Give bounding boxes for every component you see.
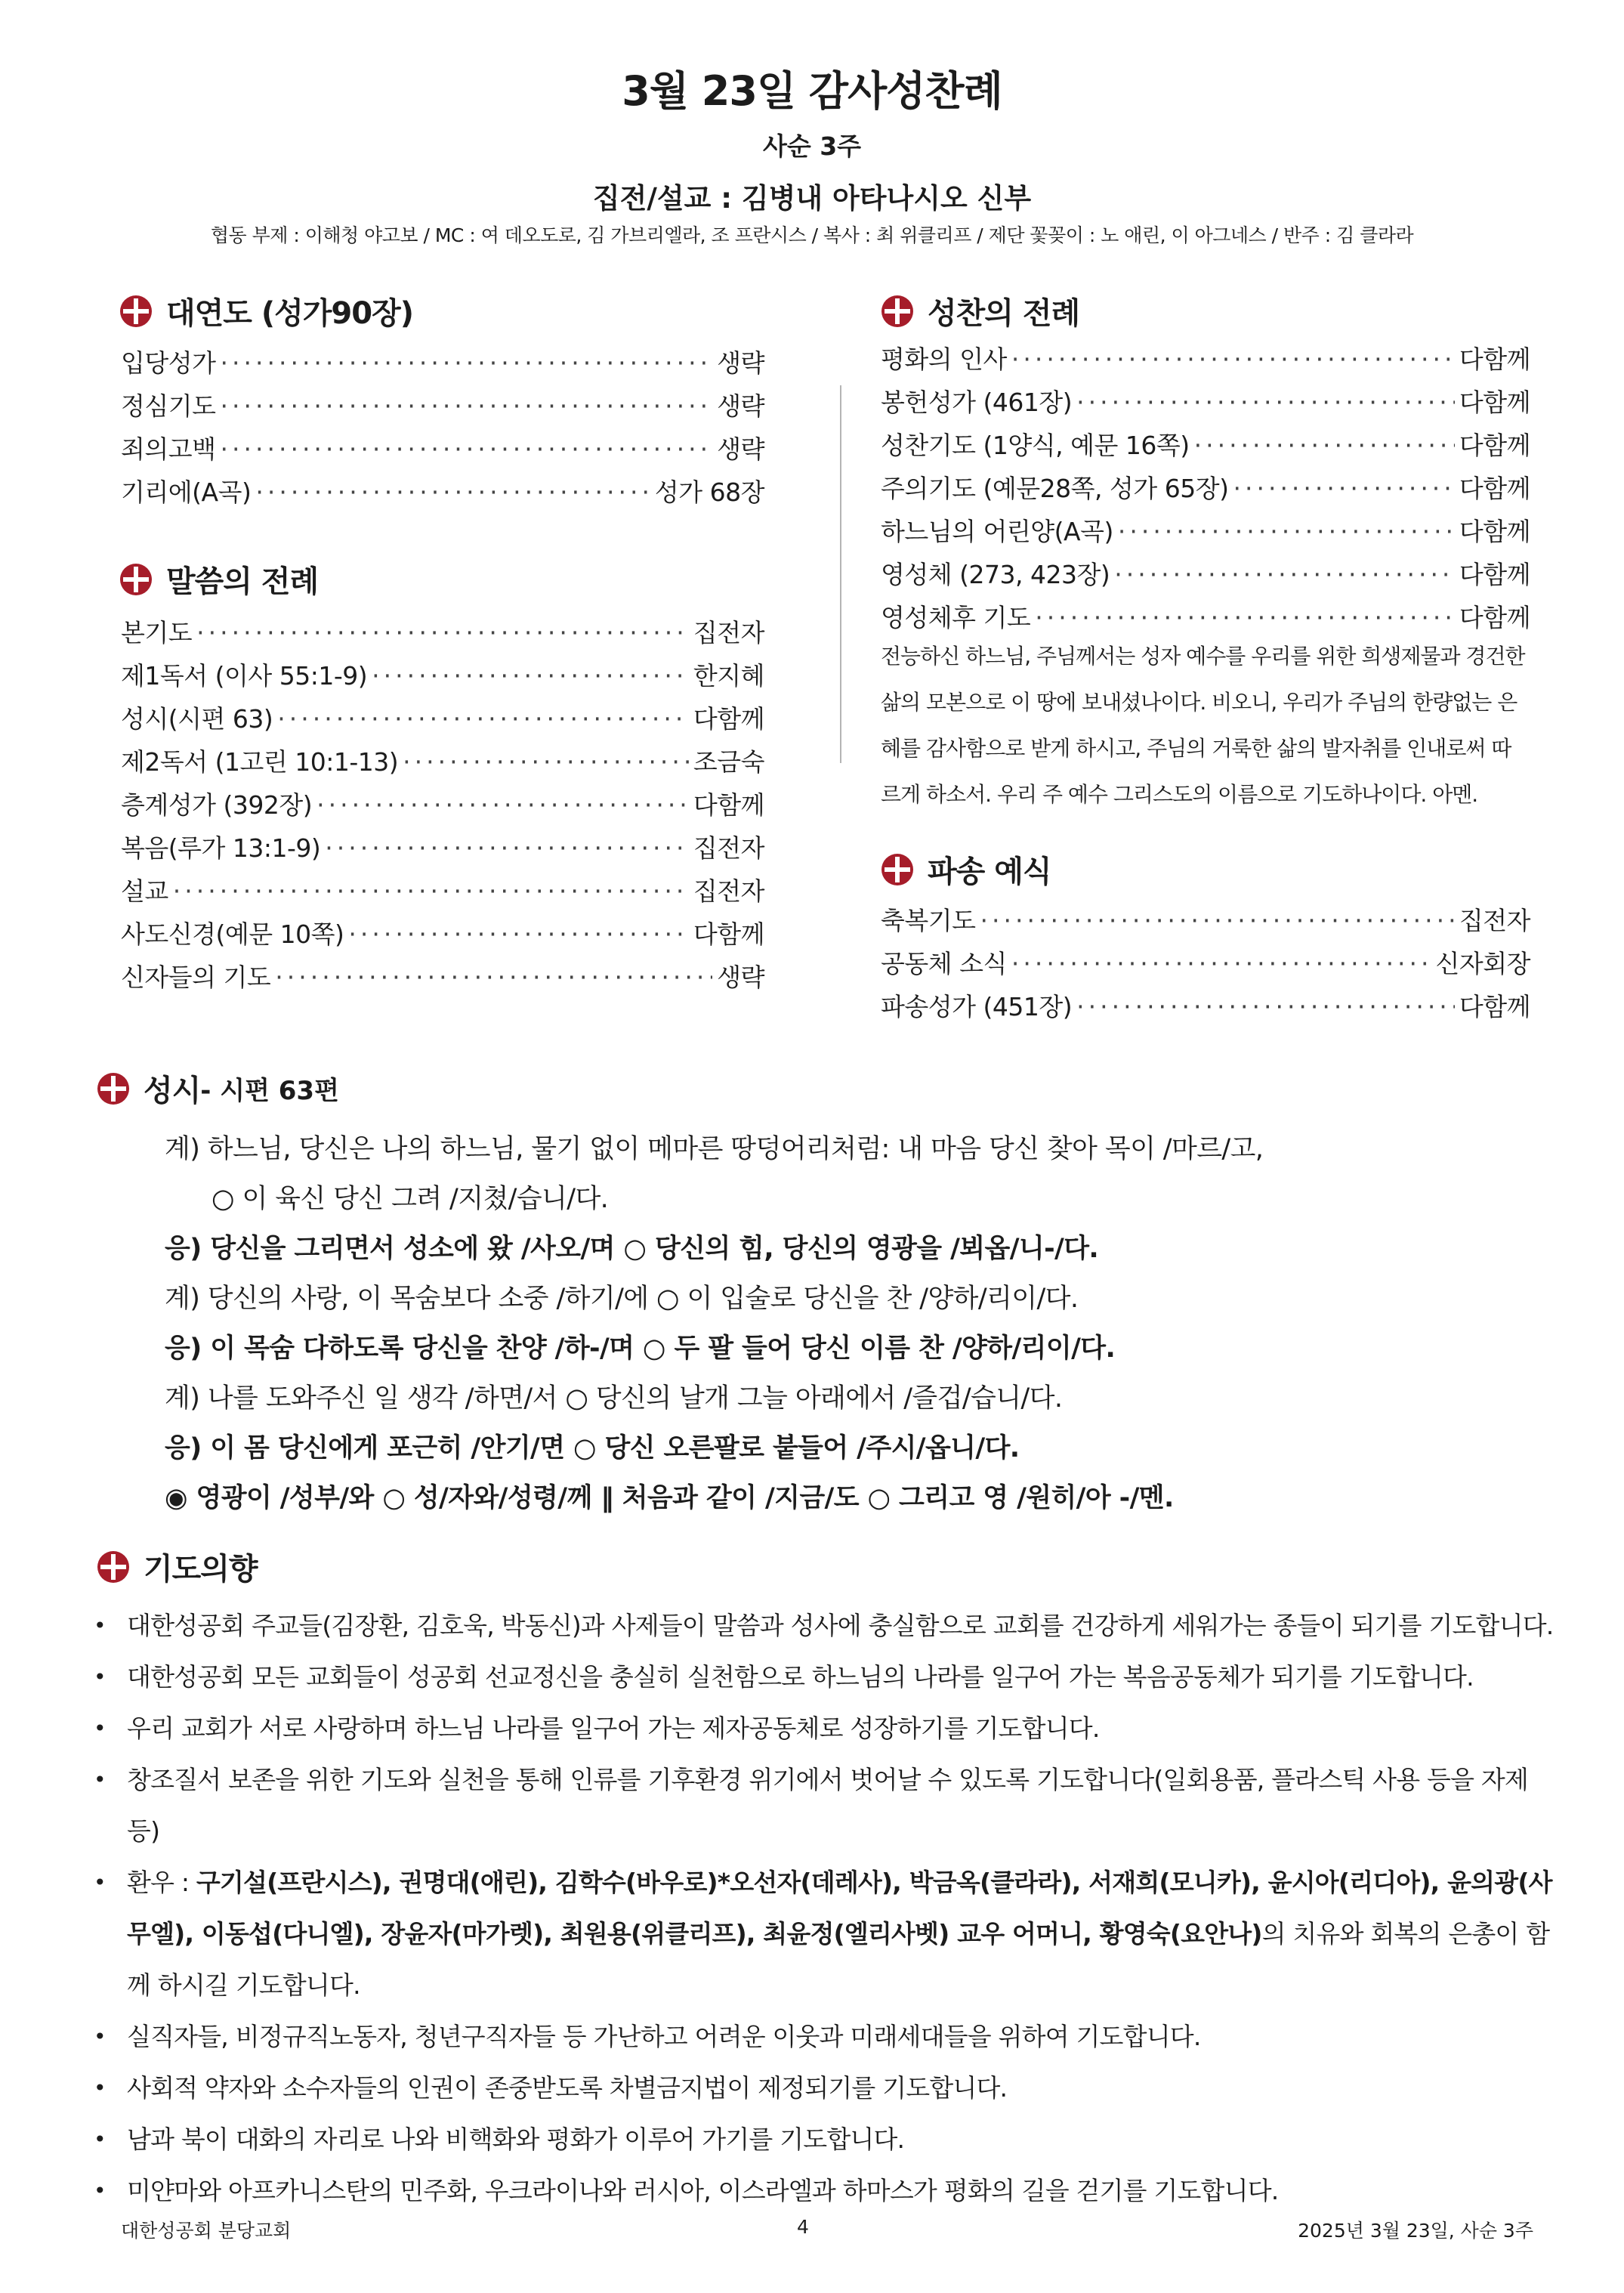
section-title: 성찬의 전례 [928,296,1080,331]
dot-leader [1011,949,1431,978]
order-item-label: 평화의 인사 [881,345,1007,374]
order-item [121,743,764,786]
cross-icon [881,295,914,328]
section-title: 파송 예식 [928,854,1051,889]
order-item [881,340,1530,383]
order-item-label: 설교 [121,876,168,906]
order-item-label: 본기도 [121,618,193,647]
prayer-item: • 대한성공회 주교들(김장환, 김호욱, 박동신)과 사제들이 말씀과 성사에 충실함으로 교회를 건강하게 세워가는 종들이 되기를 기도합니다. [89,1600,1555,1652]
page-number: 4 [797,2216,809,2238]
dot-leader [1011,345,1455,374]
order-item-value: 다함께 [693,704,764,734]
order-item-value: 집전자 [693,876,764,906]
prayer-item: • 창조질서 보존을 위한 기도와 실천을 통해 인류를 기후환경 위기에서 벗어날 수 있도록 기도합니다(일회용품, 플라스틱 사용 등을 자제 등) [89,1754,1555,1857]
psalm-line: 응) 이 몸 당신에게 포근히 /안기/면 ○ 당신 오른팔로 붙들어 /주시/옵니/다. [165,1433,1020,1463]
footer-date: 2025년 3월 23일, 사순 3주 [1298,2220,1533,2242]
order-item-label: 정심기도 [121,391,216,421]
sick-names: 구기설(프란시스), 권명대(애린), 김학수(바우로)*오선자(데레사), 박금옥(클라라), 서재희(모니카), 윤시아(리디아), 윤의광(사무엘), 이동섭(다니엘), 장윤자(마가렛), 최원용(위클리프), 최윤정(엘리사벳) 교우 어머니, 황영숙(요안나) [127,1868,1552,1948]
psalm-line: 계) 하느님, 당신은 나의 하느님, 물기 없이 메마른 땅덩어리처럼: 내 마음 당신 찾아 목이 /마르/고, [165,1134,1264,1164]
dot-leader [221,434,713,464]
order-item-value: 신자회장 [1435,949,1530,978]
cross-icon [119,295,153,328]
dot-leader [348,919,688,949]
order-item [121,829,764,872]
dot-leader [325,833,689,863]
order-item-value: 다함께 [1459,603,1530,632]
order-item-label: 공동체 소식 [881,949,1007,978]
cross-icon [881,853,914,886]
order-item-value: 다함께 [1459,431,1530,460]
order-item-label: 기리에(A곡) [121,477,252,507]
order-item [121,613,764,657]
order-item [881,901,1530,944]
presider-line: 집전/설교 : 김병내 아타나시오 신부 [592,182,1032,215]
order-item [121,958,764,1001]
order-item [121,387,764,430]
gathering-list [121,344,764,516]
prayer-item: • 미얀마와 아프카니스탄의 민주화, 우크라이나와 러시아, 이스라엘과 하마스가 평화의 길을 걷기를 기도합니다. [89,2165,1555,2217]
order-item [881,944,1530,987]
prayer-item: • 우리 교회가 서로 사랑하며 하느님 나라를 일구어 가는 제자공동체로 성장하기를 기도합니다. [89,1703,1555,1754]
prayer-item: • 대한성공회 모든 교회들이 성공회 선교정신을 충실히 실천함으로 하느님의 나라를 일구어 가는 복음공동체가 되기를 기도합니다. [89,1652,1555,1703]
order-item-label: 주의기도 (예문28쪽, 성가 65장) [881,474,1229,503]
order-item-value: 집전자 [1459,906,1530,935]
order-item-value: 다함께 [1459,345,1530,374]
order-item-value: 다함께 [1459,560,1530,589]
dot-leader [372,661,689,691]
prayer-item: • 실직자들, 비정규직노동자, 청년구직자들 등 가난하고 어려운 이웃과 미래세대들을 위하여 기도합니다. [89,2011,1555,2063]
order-item [121,700,764,743]
order-item-value: 생략 [717,434,764,464]
dot-leader [980,906,1455,935]
psalm-line: 계) 당신의 사랑, 이 목숨보다 소중 /하기/에 ○ 이 입술로 당신을 찬 /양하/리이/다. [165,1284,1079,1314]
order-item-label: 제1독서 (이사 55:1-9) [121,661,368,691]
order-item-label: 성찬기도 (1양식, 예문 16쪽) [881,431,1190,460]
order-item-value: 다함께 [1459,388,1530,417]
page-title: 3월 23일 감사성찬례 [622,67,1002,115]
order-item-value: 다함께 [1459,517,1530,546]
dot-leader [255,477,650,507]
order-item [881,555,1530,598]
dot-leader [316,790,689,820]
order-item-label: 하느님의 어린양(A곡) [881,517,1113,546]
order-item [121,657,764,700]
psalm-line: 응) 당신을 그리면서 성소에 왔 /사오/며 ○ 당신의 힘, 당신의 영광을 /뵈옵/니-/다. [165,1234,1099,1264]
roles-line: 협동 부제 : 이해청 야고보 / MC : 여 데오도로, 김 가브리엘라, 조 프란시스 / 복사 : 최 위클리프 / 제단 꽃꽂이 : 노 애린, 이 아그네스 / 반주 : 김 클라라 [210,224,1414,246]
prayer-item-sick [89,1857,1555,2011]
psalm-line: 응) 이 목숨 다하도록 당신을 찬양 /하-/며 ○ 두 팔 들어 당신 이름 찬 /양하/리이/다. [165,1333,1116,1364]
dismissal-list [881,901,1530,1031]
order-item [121,430,764,473]
order-item-label: 영성체 (273, 423장) [881,560,1110,589]
order-item-value: 생략 [717,963,764,992]
order-item-value: 집전자 [693,833,764,863]
dot-leader [1076,388,1455,417]
order-item-label: 제2독서 (1고린 10:1-13) [121,747,399,777]
order-item-value: 다함께 [693,919,764,949]
order-item-label: 층계성가 (392장) [121,790,313,820]
dot-leader [1118,517,1455,546]
order-item-label: 신자들의 기도 [121,963,271,992]
order-item [881,469,1530,512]
section-title: 기도의향 [144,1552,258,1587]
section-subtitle: - 시편 63편 [200,1076,339,1106]
section-title: 말씀의 전례 [166,564,319,599]
order-item-value: 다함께 [693,790,764,820]
order-item-value: 조금숙 [693,747,764,777]
footer-church: 대한성공회 분당교회 [121,2220,292,2242]
order-item-label: 사도신경(예문 10쪽) [121,919,344,949]
order-item-value: 다함께 [1459,992,1530,1021]
section-gathering [119,289,413,332]
cross-icon [97,1072,130,1105]
dot-leader [277,704,689,734]
dot-leader [221,391,713,421]
column-divider [840,385,841,763]
section-psalm [97,1067,339,1110]
eucharist-list [881,340,1530,641]
order-item [881,383,1530,426]
order-item-value: 한지혜 [693,661,764,691]
order-item [121,786,764,829]
prayer-intentions [89,1600,1555,2217]
dot-leader [1076,992,1455,1021]
cross-icon [119,563,153,596]
dot-leader [275,963,712,992]
dot-leader [1035,603,1455,632]
order-item-value: 성가 68장 [654,477,764,507]
psalm-line: ◉ 영광이 /성부/와 ○ 성/자와/성령/께 ‖ 처음과 같이 /지금/도 ○ 그리고 영 /원히/아 -/멘. [165,1483,1174,1513]
order-item-value: 생략 [717,391,764,421]
psalm-line: 계) 나를 도와주신 일 생각 /하면/서 ○ 당신의 날개 그늘 아래에서 /즐겁/습니/다. [165,1383,1063,1414]
order-item [881,987,1530,1031]
post-communion-prayer: 전능하신 하느님, 주님께서는 성자 예수를 우리를 위한 희생제물과 경건한 삶의 모본으로 이 땅에 보내셨나이다. 비오니, 우리가 주님의 한량없는 은혜를 감사함으로 받게 하시고, 주님의 거룩한 삶의 발자취를 인내로써 따르게 하소서. 우리 주 예수 그리스도의 이름으로 기도하나이다. 아멘. [881,644,1525,807]
dot-leader [221,348,713,378]
dot-leader [1233,474,1454,503]
order-item-value: 생략 [717,348,764,378]
order-item-value: 집전자 [693,618,764,647]
word-list [121,613,764,1001]
order-item-label: 죄의고백 [121,434,216,464]
psalm-text [165,1124,1263,1523]
order-item [121,915,764,958]
section-prayers [97,1545,258,1588]
order-item-label: 입당성가 [121,348,216,378]
order-item-label: 봉헌성가 (461장) [881,388,1073,417]
psalm-line: ○ 이 육신 당신 그려 /지쳤/습니/다. [211,1184,609,1214]
order-item-label: 축복기도 [881,906,976,935]
section-title: 대연도 (성가90장) [166,296,413,331]
order-item-label: 영성체후 기도 [881,603,1031,632]
dot-leader [403,747,689,777]
sick-prefix: 환우 : [127,1868,196,1897]
cross-icon [97,1550,130,1584]
dot-leader [1194,431,1455,460]
section-dismissal [881,848,1051,891]
dot-leader [173,876,689,906]
section-eucharist [881,289,1079,332]
order-item-value: 다함께 [1459,474,1530,503]
order-item [121,344,764,387]
section-word [119,558,318,601]
prayer-item: • 남과 북이 대화의 자리로 나와 비핵화와 평화가 이루어 가기를 기도합니다. [89,2114,1555,2165]
section-title: 성시 [144,1074,201,1108]
prayer-item: • 사회적 약자와 소수자들의 인권이 존중받도록 차별금지법이 제정되기를 기도합니다. [89,2063,1555,2114]
order-item [881,426,1530,469]
order-item [121,473,764,516]
order-item [881,512,1530,555]
order-item-label: 파송성가 (451장) [881,992,1073,1021]
order-item-label: 성시(시편 63) [121,704,273,734]
dot-leader [196,618,689,647]
dot-leader [1114,560,1455,589]
page-subtitle: 사순 3주 [762,131,862,161]
sick-suffix: 의 치유와 회복의 은총이 함께 하시길 기도합니다. [127,1919,1550,2000]
order-item [121,872,764,915]
order-item-label: 복음(루가 13:1-9) [121,833,321,863]
